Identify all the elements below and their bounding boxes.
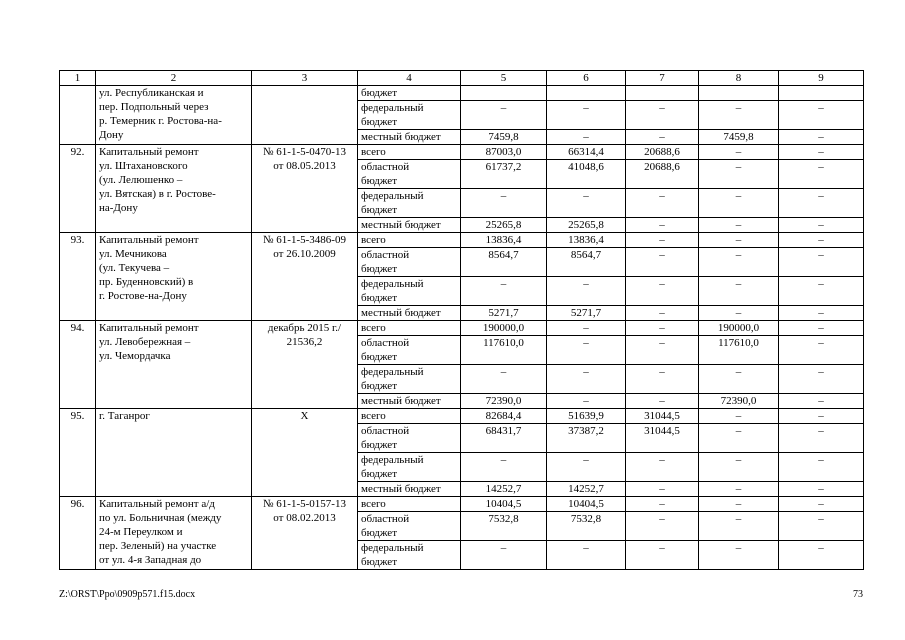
funding-source-line: бюджет — [361, 468, 397, 480]
expertise-cell — [252, 321, 358, 409]
amount-cell: – — [779, 306, 864, 321]
amount-cell: – — [699, 145, 779, 160]
funding-source-line: бюджет — [361, 175, 397, 187]
object-name-line: пер. Зеленый) на участке — [99, 540, 217, 552]
funding-source-line: всего — [361, 498, 386, 510]
object-name-line: (ул. Текучева – — [99, 262, 170, 274]
amount-cell: 7459,8 — [461, 130, 547, 145]
funding-source-line: всего — [361, 322, 386, 334]
amount-cell: 5271,7 — [547, 306, 626, 321]
footer-file-path: Z:\ORST\Ppo\0909p571.f15.docx — [59, 589, 196, 600]
funding-source-cell — [358, 101, 461, 130]
amount-cell: 190000,0 — [699, 321, 779, 336]
funding-source-line: местный бюджет — [361, 395, 441, 407]
column-header: 6 — [547, 71, 626, 86]
funding-source-line: федеральный — [361, 102, 424, 114]
table-body — [60, 86, 864, 570]
table-row — [60, 145, 864, 160]
amount-cell: – — [699, 277, 779, 306]
amount-cell: – — [779, 424, 864, 453]
amount-cell: – — [699, 365, 779, 394]
funding-source-cell — [358, 233, 461, 248]
funding-source-line: бюджет — [361, 292, 397, 304]
amount-cell: – — [779, 233, 864, 248]
funding-source-line: федеральный — [361, 366, 424, 378]
funding-source-cell — [358, 365, 461, 394]
amount-cell: – — [626, 233, 699, 248]
amount-cell: – — [626, 306, 699, 321]
expertise-line: от 08.02.2013 — [273, 512, 336, 524]
amount-cell: – — [626, 512, 699, 541]
object-name-cell — [96, 233, 252, 321]
funding-source-line: местный бюджет — [361, 131, 441, 143]
funding-source-line: всего — [361, 410, 386, 422]
object-name-line: Капитальный ремонт — [99, 322, 199, 334]
amount-cell: – — [699, 497, 779, 512]
funding-source-line: бюджет — [361, 87, 397, 99]
object-name-cell — [96, 321, 252, 409]
amount-cell: 37387,2 — [547, 424, 626, 453]
amount-cell: 5271,7 — [461, 306, 547, 321]
amount-cell: – — [547, 321, 626, 336]
funding-source-cell — [358, 145, 461, 160]
amount-cell: – — [626, 189, 699, 218]
amount-cell: 20688,6 — [626, 160, 699, 189]
amount-cell — [461, 86, 547, 101]
amount-cell: – — [547, 189, 626, 218]
table-row — [60, 321, 864, 336]
column-header: 8 — [699, 71, 779, 86]
column-number-row — [60, 71, 864, 86]
table-row — [60, 409, 864, 424]
funding-source-cell — [358, 541, 461, 570]
funding-source-line: бюджет — [361, 263, 397, 275]
funding-source-line: бюджет — [361, 116, 397, 128]
object-name-line: пер. Подпольный через — [99, 101, 209, 113]
amount-cell: 31044,5 — [626, 424, 699, 453]
amount-cell: – — [699, 424, 779, 453]
expertise-line: № 61-1-5-0470-13 — [263, 146, 346, 158]
amount-cell: – — [461, 189, 547, 218]
column-header: 4 — [358, 71, 461, 86]
object-name-line: по ул. Больничная (между — [99, 512, 222, 524]
amount-cell: 51639,9 — [547, 409, 626, 424]
funding-source-line: бюджет — [361, 527, 397, 539]
funding-source-line: бюджет — [361, 351, 397, 363]
amount-cell: 20688,6 — [626, 145, 699, 160]
amount-cell — [699, 86, 779, 101]
amount-cell: 117610,0 — [461, 336, 547, 365]
funding-source-line: всего — [361, 146, 386, 158]
amount-cell: – — [547, 541, 626, 570]
amount-cell: – — [626, 453, 699, 482]
amount-cell: – — [699, 248, 779, 277]
footer-page-number: 73 — [853, 589, 863, 600]
amount-cell: – — [779, 130, 864, 145]
amount-cell: – — [699, 482, 779, 497]
amount-cell: – — [779, 409, 864, 424]
item-number-cell: 94. — [60, 321, 96, 409]
object-name-line: ул. Вятская) в г. Ростове- — [99, 188, 216, 200]
amount-cell: – — [779, 482, 864, 497]
funding-source-line: федеральный — [361, 454, 424, 466]
object-name-cell — [96, 497, 252, 570]
funding-source-line: местный бюджет — [361, 483, 441, 495]
amount-cell: – — [699, 512, 779, 541]
amount-cell: – — [547, 130, 626, 145]
amount-cell: – — [626, 497, 699, 512]
funding-source-line: областной — [361, 337, 410, 349]
amount-cell: – — [699, 306, 779, 321]
funding-source-line: федеральный — [361, 190, 424, 202]
amount-cell: – — [547, 394, 626, 409]
amount-cell: 13836,4 — [547, 233, 626, 248]
amount-cell — [547, 86, 626, 101]
amount-cell: – — [626, 277, 699, 306]
expertise-cell — [252, 86, 358, 145]
object-name-line: г. Таганрог — [99, 410, 150, 422]
funding-source-cell — [358, 248, 461, 277]
amount-cell: – — [461, 365, 547, 394]
funding-source-line: всего — [361, 234, 386, 246]
amount-cell: – — [779, 218, 864, 233]
amount-cell: – — [699, 453, 779, 482]
amount-cell: – — [626, 101, 699, 130]
amount-cell: – — [699, 233, 779, 248]
object-name-line: ул. Левобережная – — [99, 336, 191, 348]
object-name-line: г. Ростове-на-Дону — [99, 290, 187, 302]
funding-source-line: областной — [361, 161, 410, 173]
funding-source-cell — [358, 394, 461, 409]
amount-cell: 87003,0 — [461, 145, 547, 160]
amount-cell: 41048,6 — [547, 160, 626, 189]
expertise-cell — [252, 233, 358, 321]
amount-cell: 8564,7 — [461, 248, 547, 277]
amount-cell: – — [779, 248, 864, 277]
amount-cell: 66314,4 — [547, 145, 626, 160]
object-name-cell — [96, 409, 252, 497]
column-header: 5 — [461, 71, 547, 86]
amount-cell: – — [779, 160, 864, 189]
amount-cell: – — [779, 497, 864, 512]
funding-source-line: бюджет — [361, 556, 397, 568]
amount-cell: – — [779, 453, 864, 482]
funding-source-line: бюджет — [361, 380, 397, 392]
amount-cell: – — [779, 145, 864, 160]
object-name-line: (ул. Лелюшенко – — [99, 174, 183, 186]
funding-source-line: федеральный — [361, 542, 424, 554]
expertise-line: от 08.05.2013 — [273, 160, 336, 172]
object-name-line: р. Темерник г. Ростова-на- — [99, 115, 222, 127]
amount-cell: 72390,0 — [461, 394, 547, 409]
object-name-cell — [96, 145, 252, 233]
amount-cell: – — [779, 394, 864, 409]
funding-source-line: областной — [361, 513, 410, 525]
funding-source-cell — [358, 306, 461, 321]
amount-cell: 13836,4 — [461, 233, 547, 248]
amount-cell: – — [626, 482, 699, 497]
object-name-line: ул. Республиканская и — [99, 87, 204, 99]
amount-cell: – — [699, 409, 779, 424]
expertise-cell — [252, 145, 358, 233]
item-number-cell: 92. — [60, 145, 96, 233]
object-name-line: ул. Штахановского — [99, 160, 188, 172]
amount-cell: – — [699, 189, 779, 218]
amount-cell: – — [626, 130, 699, 145]
amount-cell: 8564,7 — [547, 248, 626, 277]
amount-cell: – — [461, 101, 547, 130]
expertise-line: Х — [300, 410, 309, 422]
funding-source-cell — [358, 130, 461, 145]
column-header: 2 — [96, 71, 252, 86]
amount-cell: – — [626, 218, 699, 233]
amount-cell: – — [626, 541, 699, 570]
item-number-cell — [60, 86, 96, 145]
item-number-cell: 95. — [60, 409, 96, 497]
amount-cell: 117610,0 — [699, 336, 779, 365]
amount-cell: – — [547, 101, 626, 130]
funding-source-cell — [358, 336, 461, 365]
amount-cell: – — [626, 248, 699, 277]
funding-source-cell — [358, 409, 461, 424]
amount-cell: – — [547, 453, 626, 482]
amount-cell: – — [699, 160, 779, 189]
amount-cell: – — [779, 512, 864, 541]
expertise-cell — [252, 409, 358, 497]
object-name-line: Капитальный ремонт а/д — [99, 498, 215, 510]
expertise-line: от 26.10.2009 — [273, 248, 336, 260]
amount-cell: – — [461, 277, 547, 306]
object-name-line: ул. Мечникова — [99, 248, 167, 260]
amount-cell: – — [779, 321, 864, 336]
funding-source-cell — [358, 497, 461, 512]
amount-cell: 14252,7 — [547, 482, 626, 497]
funding-source-cell — [358, 321, 461, 336]
expertise-line: № 61-1-5-0157-13 — [263, 498, 346, 510]
table-row — [60, 497, 864, 512]
funding-source-cell — [358, 218, 461, 233]
object-name-line: пр. Буденновский) в — [99, 276, 194, 288]
amount-cell: 61737,2 — [461, 160, 547, 189]
amount-cell: 72390,0 — [699, 394, 779, 409]
amount-cell — [779, 86, 864, 101]
expertise-line: декабрь 2015 г./ — [267, 322, 342, 334]
amount-cell: 7532,8 — [461, 512, 547, 541]
object-name-line: Дону — [99, 129, 124, 141]
funding-source-cell — [358, 86, 461, 101]
expertise-line: № 61-1-5-3486-09 — [263, 234, 346, 246]
funding-source-line: бюджет — [361, 439, 397, 451]
amount-cell: 10404,5 — [547, 497, 626, 512]
object-name-line: ул. Чемордачка — [99, 350, 171, 362]
amount-cell: 31044,5 — [626, 409, 699, 424]
object-name-line: Капитальный ремонт — [99, 234, 199, 246]
funding-source-cell — [358, 512, 461, 541]
amount-cell: – — [699, 218, 779, 233]
amount-cell: – — [461, 541, 547, 570]
amount-cell: – — [779, 336, 864, 365]
amount-cell: 7532,8 — [547, 512, 626, 541]
amount-cell: – — [699, 101, 779, 130]
amount-cell: 68431,7 — [461, 424, 547, 453]
object-name-line: от ул. 4-я Западная до — [99, 554, 202, 566]
amount-cell: – — [779, 189, 864, 218]
funding-source-cell — [358, 160, 461, 189]
column-header: 7 — [626, 71, 699, 86]
amount-cell: 14252,7 — [461, 482, 547, 497]
funding-source-cell — [358, 189, 461, 218]
amount-cell: 82684,4 — [461, 409, 547, 424]
column-header: 3 — [252, 71, 358, 86]
amount-cell: 190000,0 — [461, 321, 547, 336]
object-name-line: Капитальный ремонт — [99, 146, 199, 158]
item-number-cell: 93. — [60, 233, 96, 321]
funding-source-cell — [358, 482, 461, 497]
expertise-cell — [252, 497, 358, 570]
amount-cell: – — [547, 277, 626, 306]
funding-source-line: бюджет — [361, 204, 397, 216]
amount-cell: – — [779, 365, 864, 394]
funding-source-line: областной — [361, 425, 410, 437]
funding-source-cell — [358, 424, 461, 453]
amount-cell: – — [779, 101, 864, 130]
funding-source-line: областной — [361, 249, 410, 261]
item-number-cell: 96. — [60, 497, 96, 570]
amount-cell: – — [547, 365, 626, 394]
amount-cell: 7459,8 — [699, 130, 779, 145]
funding-source-line: местный бюджет — [361, 219, 441, 231]
object-name-line: 24-м Переулком и — [99, 526, 183, 538]
expertise-line: 21536,2 — [286, 336, 323, 348]
budget-table — [59, 70, 864, 570]
amount-cell: – — [779, 541, 864, 570]
amount-cell: – — [547, 336, 626, 365]
amount-cell: – — [626, 365, 699, 394]
funding-source-line: местный бюджет — [361, 307, 441, 319]
amount-cell: – — [626, 321, 699, 336]
object-name-cell — [96, 86, 252, 145]
column-header: 9 — [779, 71, 864, 86]
amount-cell: – — [699, 541, 779, 570]
amount-cell: 25265,8 — [547, 218, 626, 233]
funding-source-cell — [358, 277, 461, 306]
object-name-line: на-Дону — [99, 202, 138, 214]
amount-cell: – — [626, 394, 699, 409]
amount-cell: – — [461, 453, 547, 482]
funding-source-line: федеральный — [361, 278, 424, 290]
table-row — [60, 233, 864, 248]
funding-source-cell — [358, 453, 461, 482]
amount-cell: 25265,8 — [461, 218, 547, 233]
table-row — [60, 86, 864, 101]
amount-cell: 10404,5 — [461, 497, 547, 512]
amount-cell — [626, 86, 699, 101]
amount-cell: – — [626, 336, 699, 365]
column-header: 1 — [60, 71, 96, 86]
amount-cell: – — [779, 277, 864, 306]
